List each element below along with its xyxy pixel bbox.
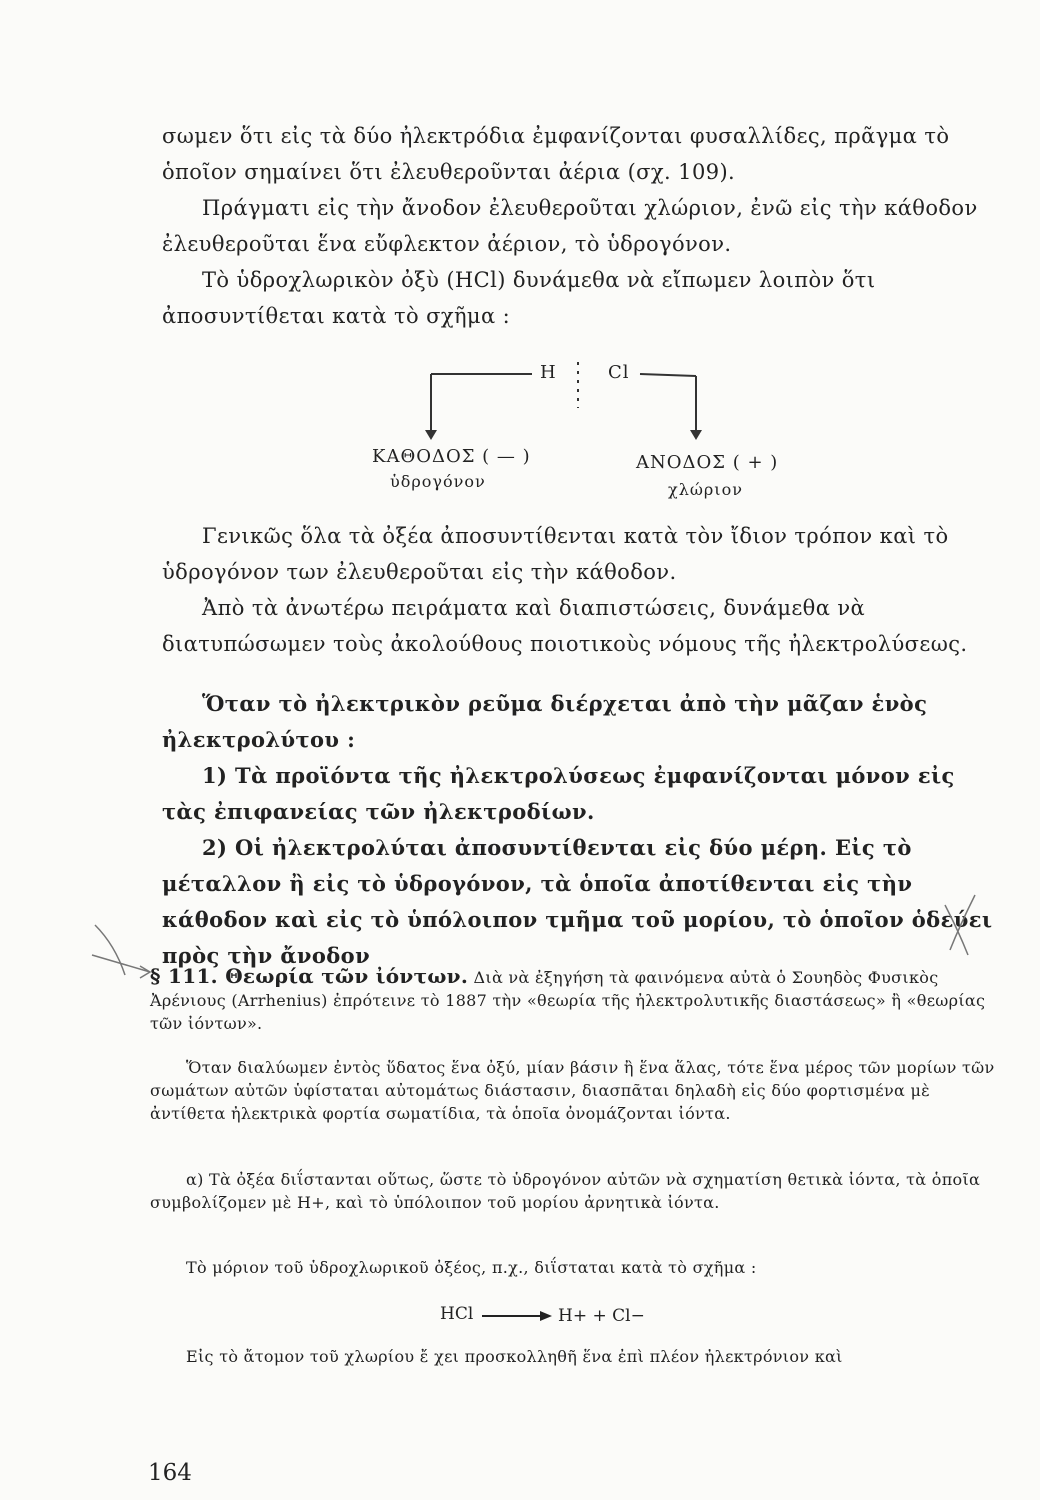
paragraph-4: Γενικῶς ὅλα τὰ ὀξέα ἀποσυντίθενται κατὰ τὸν ἴδιον τρόπον καὶ τὸ ὑδρογόνον των ἐλευθεροῦται εἰς τὴν κάθοδον. bbox=[162, 524, 949, 584]
laws-intro: Ὅταν τὸ ἠλεκτρικὸν ρεῦμα διέρχεται ἀπὸ τὴν μᾶζαν ἑνὸς ἠλεκτρολύτου : bbox=[162, 691, 928, 752]
hydrogen-symbol: H bbox=[540, 362, 557, 383]
paragraph-3: Τὸ ὑδροχλωρικὸν ὀξὺ (HCl) δυνάμεθα νὰ εἴπωμεν λοιπὸν ὅτι ἀποσυντίθεται κατὰ τὸ σχῆμα : bbox=[162, 268, 876, 328]
chlorine-symbol: Cl bbox=[608, 362, 630, 383]
paragraph-1: σωμεν ὅτι εἰς τὰ δύο ἠλεκτρόδια ἐμφανίζονται φυσαλλίδες, πρᾶγμα τὸ ὁποῖον σημαίνει ὅτι ἐλευθεροῦνται ἀέρια (σχ. 109). bbox=[162, 124, 950, 184]
section-heading: § 111. Θεωρία τῶν ἰόντων. bbox=[150, 964, 469, 988]
section-paragraph-1: Ὅταν διαλύωμεν ἐντὸς ὕδατος ἕνα ὀξύ, μίαν βάσιν ἢ ἕνα ἅλας, τότε ἕνα μέρος τῶν μορίων τῶν σωμάτων αὐτῶν ὑφίσταται αὐτομάτως διάστασιν, διασπᾶται δηλαδὴ εἰς δύο φορτισμένα μὲ ἀντίθετα ἠλεκτρικὰ φορτία σωματίδια, τὰ ὁποῖα ὀνομάζονται ἰόντα. bbox=[150, 1058, 995, 1123]
section-text: Διὰ νὰ ἐξηγήση τὰ φαινόμενα αὐτὰ ὁ Σουηδὸς Φυσικὸς Ἀρένιους (Arrhenius) ἐπρότεινε τὸ 1887 τὴν «θεωρία τῆς ἠλεκτρολυτικῆς διαστάσεως» ἢ «θεωρίας τῶν ἰόντων». bbox=[150, 968, 986, 1033]
law-2: 2) Οἱ ἠλεκτρολύται ἀποσυντίθενται εἰς δύο μέρη. Εἰς τὸ μέταλλον ἢ εἰς τὸ ὑδρογόνον, τὰ ὁποῖα ἀποτίθενται εἰς τὴν κάθοδον καὶ εἰς τὸ ὑπόλοιπον τμῆμα τοῦ μορίου, τὸ ὁποῖον ὁδεύει πρὸς τὴν ἄνοδον bbox=[162, 835, 993, 968]
equation-right: H+ + Cl− bbox=[558, 1306, 645, 1326]
section-paragraph-2: α) Τὰ ὀξέα διΐστανται οὕτως, ὥστε τὸ ὑδρογόνον αὐτῶν νὰ σχηματίση θετικὰ ἰόντα, τὰ ὁποῖα συμβολίζομεν μὲ H+, καὶ τὸ ὑπόλοιπον τοῦ μορίου ἀρνητικὰ ἰόντα. bbox=[150, 1170, 981, 1212]
cathode-label: ΚΑΘΟΔΟΣ ( — ) bbox=[372, 446, 531, 467]
page-number: 164 bbox=[148, 1460, 192, 1486]
paragraph-5: Ἀπὸ τὰ ἀνωτέρω πειράματα καὶ διαπιστώσεις, δυνάμεθα νὰ διατυπώσωμεν τοὺς ἀκολούθους ποιοτικοὺς νόμους τῆς ἠλεκτρολύσεως. bbox=[162, 596, 968, 656]
anode-label: ΑΝΟΔΟΣ ( + ) bbox=[636, 452, 779, 473]
law-1: 1) Τὰ προϊόντα τῆς ἠλεκτρολύσεως ἐμφανίζονται μόνον εἰς τὰς ἐπιφανείας τῶν ἠλεκτροδίων. bbox=[162, 763, 955, 824]
section-paragraph-4: Εἰς τὸ ἄτομον τοῦ χλωρίου ἔ χει προσκολληθῆ ἕνα ἐπὶ πλέον ἠλεκτρόνιον καὶ bbox=[186, 1347, 843, 1366]
paragraph-2: Πράγματι εἰς τὴν ἄνοδον ἐλευθεροῦται χλώριον, ἐνῶ εἰς τὴν κάθοδον ἐλευθεροῦται ἕνα εὔφλεκτον ἀέριον, τὸ ὑδρογόνον. bbox=[162, 196, 978, 256]
section-paragraph-3: Τὸ μόριον τοῦ ὑδροχλωρικοῦ ὀξέος, π.χ., διΐσταται κατὰ τὸ σχῆμα : bbox=[186, 1258, 757, 1277]
anode-product: χλώριον bbox=[668, 480, 743, 499]
equation-left: HCl bbox=[440, 1304, 474, 1324]
cathode-product: ὑδρογόνον bbox=[390, 472, 486, 491]
